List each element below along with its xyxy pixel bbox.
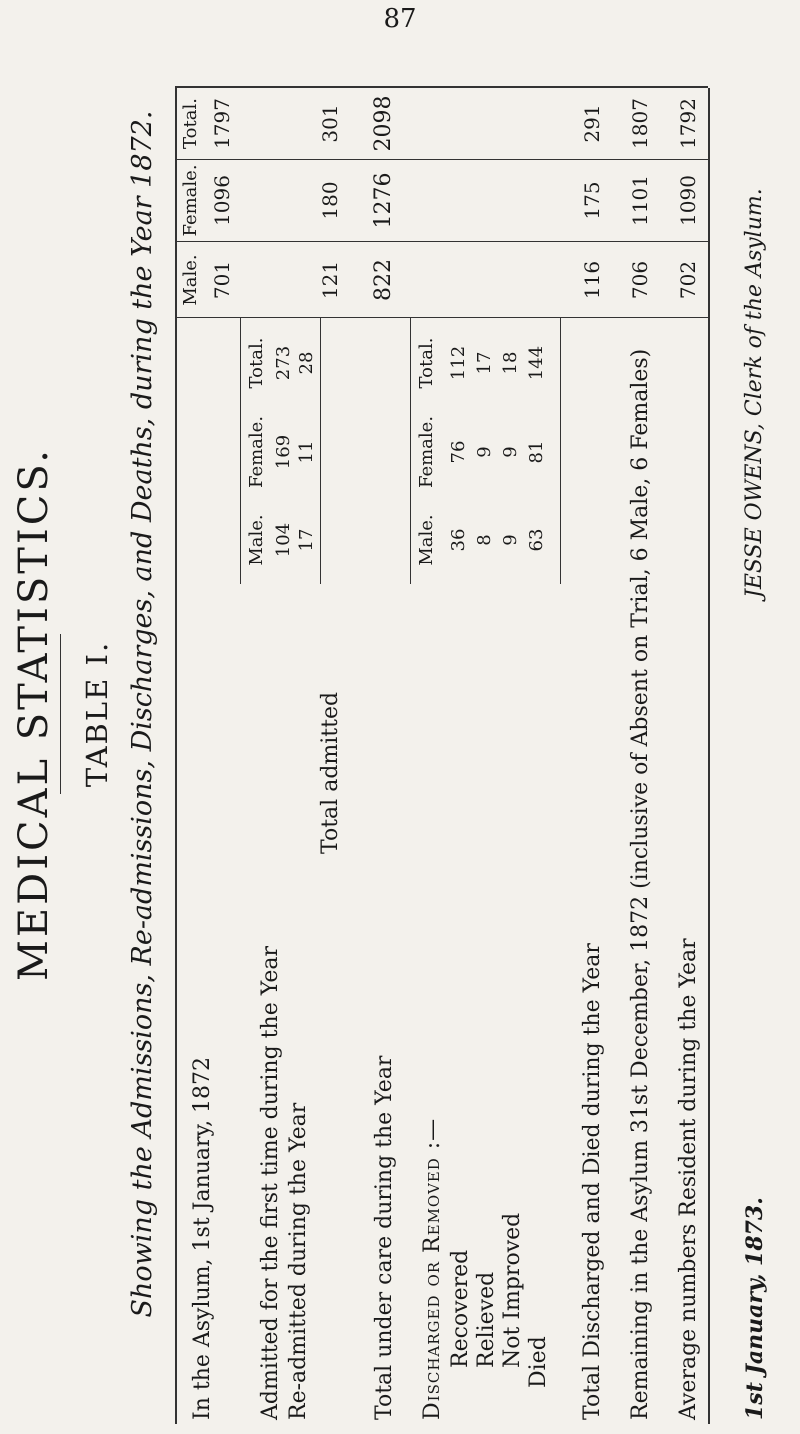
row-label-under-care: Total under care during the Year <box>372 1055 397 1420</box>
remaining-male: 706 <box>628 260 652 300</box>
header-male: Male. <box>180 254 201 306</box>
under-care-female: 1276 <box>371 172 396 229</box>
not-improved-male: 9 <box>500 534 521 546</box>
relieved-total: 17 <box>474 351 495 375</box>
row-label-in-asylum: In the Asylum, 1st January, 1872 <box>190 1056 215 1420</box>
admitted-first-male: 104 <box>273 522 294 558</box>
under-care-male: 822 <box>371 259 396 301</box>
recovered-female: 76 <box>448 440 469 464</box>
average-female: 1090 <box>676 175 700 226</box>
readmitted-female: 11 <box>296 440 317 464</box>
discharged-sub-header-male: Male. <box>416 514 437 566</box>
in-asylum-female: 1096 <box>210 175 234 226</box>
row-label-total-admitted: Total admitted <box>318 691 343 854</box>
title-rule <box>60 634 61 794</box>
discharged-sub-male <box>446 496 550 584</box>
admitted-sub-header-total: Total. <box>246 337 267 389</box>
admitted-sub-male <box>272 496 318 584</box>
row-label-remaining: Remaining in the Asylum 31st December, 1872 (inclusive of Absent on Trial, 6 Male, 6 Females) <box>628 348 653 1420</box>
admitted-sub-total <box>272 318 318 408</box>
admitted-subtable-bottom <box>320 318 321 584</box>
page-number: 87 <box>383 4 417 34</box>
table-subtitle: Showing the Admissions, Re-admissions, Discharges, and Deaths, during the Year 1872. <box>127 110 158 1318</box>
row-label-average: Average numbers Resident during the Year <box>676 938 701 1420</box>
row-label-died: Died <box>526 1336 551 1388</box>
discharged-sub-header-total: Total. <box>416 337 437 389</box>
discharged-total-female: 175 <box>580 181 604 220</box>
admitted-first-total: 273 <box>273 345 294 381</box>
admitted-sub-female <box>272 408 318 496</box>
average-male: 702 <box>676 260 700 300</box>
relieved-female: 9 <box>474 446 495 458</box>
admitted-total-male: 121 <box>318 260 342 300</box>
table-label: TABLE I. <box>80 640 114 788</box>
discharged-sub-header-female: Female. <box>416 415 437 489</box>
discharged-subtable-bottom <box>560 318 561 584</box>
discharged-sub-total <box>446 318 550 408</box>
average-total: 1792 <box>676 98 700 149</box>
row-label-not-improved: Not Improved <box>500 1212 525 1368</box>
admitted-sub-header-male: Male. <box>246 514 267 566</box>
readmitted-total: 28 <box>296 351 317 375</box>
table-top-rule <box>175 88 177 1424</box>
died-total: 144 <box>526 345 547 381</box>
discharged-heading: Discharged or Removed :— <box>420 1117 445 1420</box>
discharged-subtable-top <box>410 318 411 584</box>
not-improved-total: 18 <box>500 351 521 375</box>
row-label-relieved: Relieved <box>474 1271 499 1368</box>
footer-date: 1st January, 1873. <box>742 1197 768 1420</box>
admitted-total-female: 180 <box>318 181 342 220</box>
in-asylum-male: 701 <box>210 260 234 300</box>
discharged-total-total: 291 <box>580 104 604 143</box>
discharged-total-male: 116 <box>580 260 604 300</box>
readmitted-male: 17 <box>296 528 317 552</box>
under-care-total: 2098 <box>371 95 396 152</box>
row-label-admitted-first: Admitted for the first time during the Year <box>258 946 283 1420</box>
row-label-total-discharged: Total Discharged and Died during the Year <box>580 943 605 1420</box>
admitted-first-female: 169 <box>273 434 294 470</box>
discharged-sub-female <box>446 408 550 496</box>
admitted-subtable-top <box>240 318 241 584</box>
row-label-recovered: Recovered <box>448 1249 473 1368</box>
relieved-male: 8 <box>474 534 495 546</box>
page-title: MEDICAL STATISTICS. <box>11 446 57 982</box>
remaining-total: 1807 <box>628 98 652 149</box>
in-asylum-total: 1797 <box>210 98 234 149</box>
row-label-readmitted: Re-admitted during the Year <box>286 1102 311 1420</box>
admitted-sub-header-female: Female. <box>246 415 267 489</box>
admitted-total-total: 301 <box>318 104 342 143</box>
table-bottom-rule <box>708 88 710 1424</box>
not-improved-female: 9 <box>500 446 521 458</box>
recovered-male: 36 <box>448 528 469 552</box>
header-female: Female. <box>180 164 201 237</box>
footer-signature: JESSE OWENS, Clerk of the Asylum. <box>742 188 767 598</box>
recovered-total: 112 <box>448 345 469 381</box>
header-total: Total. <box>180 98 201 149</box>
remaining-female: 1101 <box>628 175 652 226</box>
died-male: 63 <box>526 528 547 552</box>
died-female: 81 <box>526 440 547 464</box>
